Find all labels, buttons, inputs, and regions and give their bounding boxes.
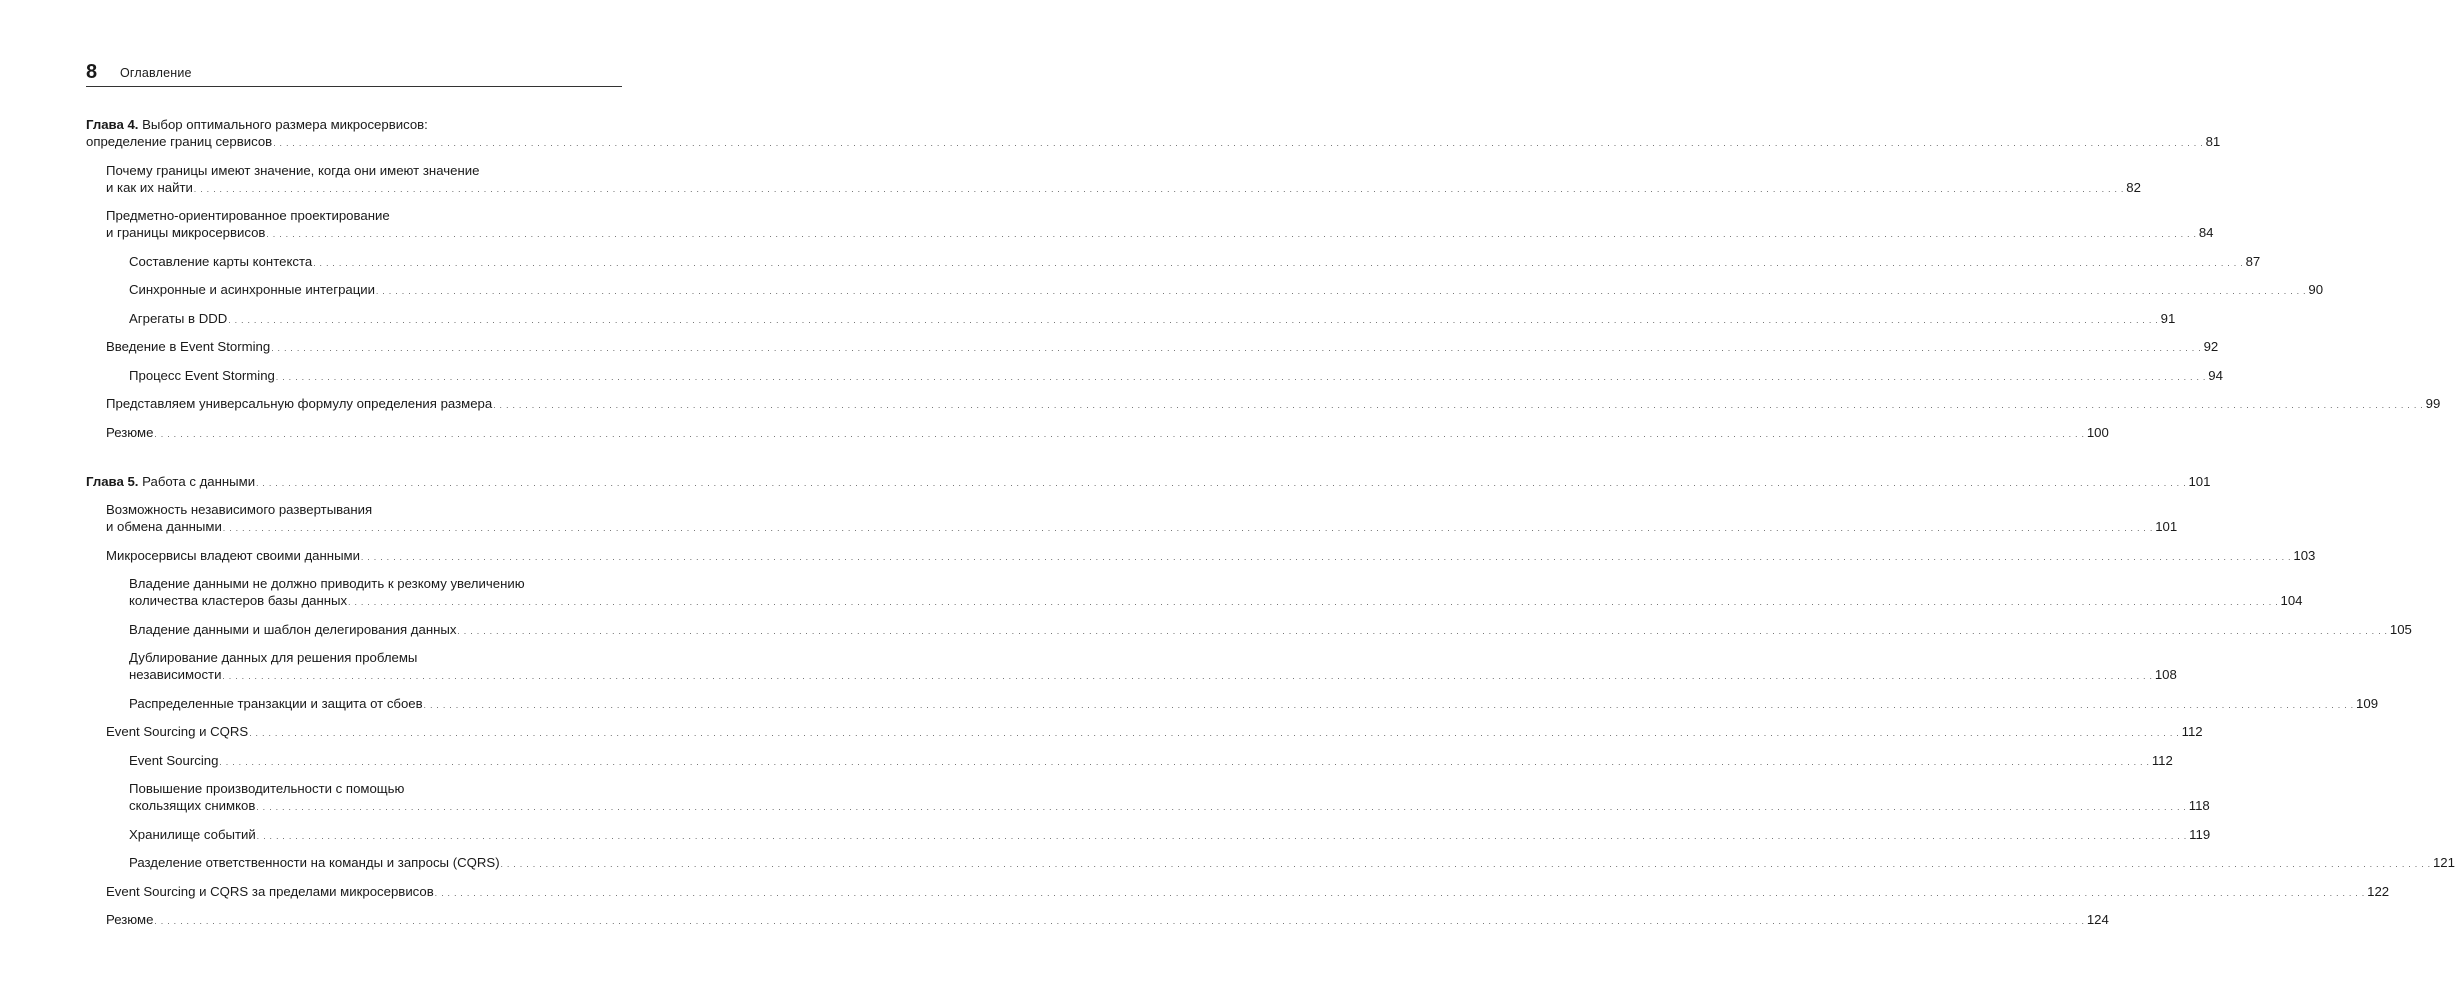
toc-entry[interactable] (129, 621, 2412, 640)
toc-entry-title: Возможность независимого развертывания (106, 502, 373, 517)
toc-entry[interactable] (106, 547, 2316, 566)
toc-entry-title: Дублирование данных для решения проблемы (129, 650, 418, 665)
table-of-contents (86, 116, 2455, 960)
running-title: Оглавление (120, 66, 192, 80)
toc-entry-title: количества кластеров базы данных (129, 593, 348, 608)
toc-entry-line (106, 207, 622, 224)
toc-entry-line (129, 780, 622, 797)
dot-leader: . . . . . . . . . . . . . . . . . . . . . . . . . . . . . . . . . . . . . . . . . . . . . . . . . . . . . . . . . . . . . . . . . . . . . . . . . . . . . . . . . . . . . . . . . . . . . . . . . . . . . . . . . . . . . . . . . . . . . . . . . . . . . . . . . . . . . . . . . . . . . . . . . . . . . . . . . . . . . . . . . . . . . . . . . . . . . . . . . . . . . . . . . . . . . . . . . . . . . . . . . . . . . . . . . . . . . . . . . . . . . . . . . . . . . . . . . . . . . . . . . . . . . . . . . . . . . . . . . . . . . . . . . . . . . . . . . . . . . . . . . . . . . . . . . . . . . . . . . . . . (500, 860, 2431, 869)
toc-page-number: 108 (2154, 667, 2177, 682)
toc-chapter (86, 116, 2441, 443)
toc-entry-title: Работа с данными (142, 473, 256, 489)
toc-page-number: 81 (2205, 134, 2221, 149)
toc-entry[interactable] (106, 207, 2214, 243)
toc-entry[interactable] (129, 367, 2223, 386)
toc-entry[interactable] (129, 752, 2173, 771)
toc-entry-title: и как их найти (106, 179, 193, 195)
dot-leader: . . . . . . . . . . . . . . . . . . . . . . . . . . . . . . . . . . . . . . . . . . . . . . . . . . . . . . . . . . . . . . . . . . . . . . . . . . . . . . . . . . . . . . . . . . . . . . . . . . . . . . . . . . . . . . . . . . . . . . . . . . . . . . . . . . . . . . . . . . . . . . . . . . . . . . . . . . . . . . . . . . . . . . . . . . . . . . . . . . . . . . . . . . . . . . . . . . . . . . . . . . . . . . . . . . . . . . . . . . . . . . . . . . . . . . . . . . . . . . . . . . . . . . . . . . . . . . . . . . . . . . . . . . . . . . . . . . . . . . . . . . . . . . . . . . . . . . . . . . . . (273, 139, 2204, 148)
toc-page-number: 121 (2432, 855, 2455, 870)
toc-page-number: 99 (2425, 396, 2441, 411)
toc-page-number: 94 (2208, 367, 2223, 383)
toc-entry-title: скользящих снимков (129, 798, 256, 813)
toc-page-number: 92 (2203, 339, 2219, 354)
toc-entry[interactable] (129, 649, 2177, 685)
toc-entry-line (86, 116, 622, 133)
dot-leader: . . . . . . . . . . . . . . . . . . . . . . . . . . . . . . . . . . . . . . . . . . . . . . . . . . . . . . . . . . . . . . . . . . . . . . . . . . . . . . . . . . . . . . . . . . . . . . . . . . . . . . . . . . . . . . . . . . . . . . . . . . . . . . . . . . . . . . . . . . . . . . . . . . . . . . . . . . . . . . . . . . . . . . . . . . . . . . . . . . . . . . . . . . . . . . . . . . . . . . . . . . . . . . . . . . . . . . . . . . . . . . . . . . . . . . . . . . . . . . . . . . . . . . . . . . . . . . . . . . . . . . . . . . . . . . . . . . . . . . . . . . . . . . . . . . . . . . . . . . . . (434, 888, 2366, 898)
toc-chapter (86, 473, 2455, 931)
toc-entry[interactable] (129, 253, 2261, 272)
toc-entry-title: Event Sourcing и CQRS за пределами микросервисов (106, 883, 434, 899)
toc-entry[interactable] (86, 116, 2221, 152)
toc-entry-title: Повышение производительности с помощью (129, 781, 405, 796)
toc-page-number: 82 (2126, 179, 2141, 195)
toc-entry-title: определение границ сервисов (86, 134, 273, 149)
toc-entry-title: Выбор оптимального размера микросервисов: (142, 117, 428, 132)
toc-entry[interactable] (106, 911, 2109, 930)
toc-entry-title: Введение в Event Storming (106, 339, 271, 354)
toc-entry[interactable] (106, 723, 2203, 742)
page-header (86, 60, 622, 87)
dot-leader: . . . . . . . . . . . . . . . . . . . . . . . . . . . . . . . . . . . . . . . . . . . . . . . . . . . . . . . . . . . . . . . . . . . . . . . . . . . . . . . . . . . . . . . . . . . . . . . . . . . . . . . . . . . . . . . . . . . . . . . . . . . . . . . . . . . . . . . . . . . . . . . . . . . . . . . . . . . . . . . . . . . . . . . . . . . . . . . . . . . . . . . . . . . . . . . . . . . . . . . . . . . . . . . . . . . . . . . . . . . . . . . . . . . . . . . . . . . . . . . . . . . . . . . . . . . . . . . . . . . . . . . . . . . . . . . . . . . . . . . . . . . . . . . . . . . . . . . . . . . . (266, 230, 2197, 239)
toc-entry-title: Хранилище событий (129, 826, 256, 842)
toc-entry[interactable] (106, 424, 2109, 443)
toc-entry[interactable] (129, 695, 2379, 714)
toc-entry-title: Синхронные и асинхронные интеграции (129, 282, 376, 297)
toc-entry[interactable] (129, 310, 2176, 329)
toc-page-number: 101 (2188, 473, 2211, 489)
dot-leader: . . . . . . . . . . . . . . . . . . . . . . . . . . . . . . . . . . . . . . . . . . . . . . . . . . . . . . . . . . . . . . . . . . . . . . . . . . . . . . . . . . . . . . . . . . . . . . . . . . . . . . . . . . . . . . . . . . . . . . . . . . . . . . . . . . . . . . . . . . . . . . . . . . . . . . . . . . . . . . . . . . . . . . . . . . . . . . . . . . . . . . . . . . . . . . . . . . . . . . . . . . . . . . . . . . . . . . . . . . . . . . . . . . . . . . . . . . . . . . . . . . . . . . . . . . . . . . . . . . . . . . . . . . . . . . . . . . . . . . . . . . . . . . . . . . . . . . . . . . . . (249, 729, 2180, 738)
toc-entry-line (106, 501, 622, 518)
dot-leader: . . . . . . . . . . . . . . . . . . . . . . . . . . . . . . . . . . . . . . . . . . . . . . . . . . . . . . . . . . . . . . . . . . . . . . . . . . . . . . . . . . . . . . . . . . . . . . . . . . . . . . . . . . . . . . . . . . . . . . . . . . . . . . . . . . . . . . . . . . . . . . . . . . . . . . . . . . . . . . . . . . . . . . . . . . . . . . . . . . . . . . . . . . . . . . . . . . . . . . . . . . . . . . . . . . . . . . . . . . . . . . . . . . . . . . . . . . . . . . . . . . . . . . . . . . . . . . . . . . . . . . . . . . . . . . . . . . . . . . . . . . . . . . . . . . . . . . . . . . . . (348, 598, 2279, 607)
toc-page-number: 91 (2160, 310, 2176, 326)
toc-entry-title: Event Sourcing и CQRS (106, 724, 249, 739)
chapter-label: Глава 5. (86, 473, 139, 489)
toc-entry-line (129, 649, 622, 666)
dot-leader: . . . . . . . . . . . . . . . . . . . . . . . . . . . . . . . . . . . . . . . . . . . . . . . . . . . . . . . . . . . . . . . . . . . . . . . . . . . . . . . . . . . . . . . . . . . . . . . . . . . . . . . . . . . . . . . . . . . . . . . . . . . . . . . . . . . . . . . . . . . . . . . . . . . . . . . . . . . . . . . . . . . . . . . . . . . . . . . . . . . . . . . . . . . . . . . . . . . . . . . . . . . . . . . . . . . . . . . . . . . . . . . . . . . . . . . . . . . . . . . . . . . . . . . . . . . . . . . . . . . . . . . . . . . . . . . . . . . . . . . . . . . . . . . . . . . . . . . . . . . . (493, 401, 2424, 410)
toc-page-number: 112 (2151, 752, 2173, 768)
dot-leader: . . . . . . . . . . . . . . . . . . . . . . . . . . . . . . . . . . . . . . . . . . . . . . . . . . . . . . . . . . . . . . . . . . . . . . . . . . . . . . . . . . . . . . . . . . . . . . . . . . . . . . . . . . . . . . . . . . . . . . . . . . . . . . . . . . . . . . . . . . . . . . . . . . . . . . . . . . . . . . . . . . . . . . . . . . . . . . . . . . . . . . . . . . . . . . . . . . . . . . . . . . . . . . . . . . . . . . . . . . . . . . . . . . . . . . . . . . . . . . . . . . . . . . . . . . . . . . . . . . . . . . . . . . . . . . . . . . . . . . . . . . . . . . . . . . . . . . . . . . . . (228, 315, 2159, 325)
toc-entry-title: и обмена данными (106, 519, 222, 534)
toc-page-number: 101 (2155, 519, 2178, 534)
toc-page-number: 90 (2308, 282, 2324, 297)
toc-page-number: 122 (2367, 883, 2390, 899)
toc-page-number: 119 (2189, 826, 2211, 842)
toc-page-number: 100 (2086, 424, 2109, 440)
toc-entry-title: Почему границы имеют значение, когда они имеют значение (106, 162, 480, 178)
toc-entry[interactable] (106, 162, 2141, 198)
toc-entry-title: Предметно-ориентированное проектирование (106, 208, 390, 223)
toc-entry-title: и границы микросервисов (106, 225, 266, 240)
dot-leader: . . . . . . . . . . . . . . . . . . . . . . . . . . . . . . . . . . . . . . . . . . . . . . . . . . . . . . . . . . . . . . . . . . . . . . . . . . . . . . . . . . . . . . . . . . . . . . . . . . . . . . . . . . . . . . . . . . . . . . . . . . . . . . . . . . . . . . . . . . . . . . . . . . . . . . . . . . . . . . . . . . . . . . . . . . . . . . . . . . . . . . . . . . . . . . . . . . . . . . . . . . . . . . . . . . . . . . . . . . . . . . . . . . . . . . . . . . . . . . . . . . . . . . . . . . . . . . . . . . . . . . . . . . . . . . . . . . . . . . . . . . . . . . . . . . . . . . . . . . . . (154, 429, 2085, 439)
dot-leader: . . . . . . . . . . . . . . . . . . . . . . . . . . . . . . . . . . . . . . . . . . . . . . . . . . . . . . . . . . . . . . . . . . . . . . . . . . . . . . . . . . . . . . . . . . . . . . . . . . . . . . . . . . . . . . . . . . . . . . . . . . . . . . . . . . . . . . . . . . . . . . . . . . . . . . . . . . . . . . . . . . . . . . . . . . . . . . . . . . . . . . . . . . . . . . . . . . . . . . . . . . . . . . . . . . . . . . . . . . . . . . . . . . . . . . . . . . . . . . . . . . . . . . . . . . . . . . . . . . . . . . . . . . . . . . . . . . . . . . . . . . . . . . . . . . . . . . . . . . . . (376, 287, 2307, 296)
dot-leader: . . . . . . . . . . . . . . . . . . . . . . . . . . . . . . . . . . . . . . . . . . . . . . . . . . . . . . . . . . . . . . . . . . . . . . . . . . . . . . . . . . . . . . . . . . . . . . . . . . . . . . . . . . . . . . . . . . . . . . . . . . . . . . . . . . . . . . . . . . . . . . . . . . . . . . . . . . . . . . . . . . . . . . . . . . . . . . . . . . . . . . . . . . . . . . . . . . . . . . . . . . . . . . . . . . . . . . . . . . . . . . . . . . . . . . . . . . . . . . . . . . . . . . . . . . . . . . . . . . . . . . . . . . . . . . . . . . . . . . . . . . . . . . . . . . . . . . . . . . . . (256, 831, 2188, 841)
dot-leader: . . . . . . . . . . . . . . . . . . . . . . . . . . . . . . . . . . . . . . . . . . . . . . . . . . . . . . . . . . . . . . . . . . . . . . . . . . . . . . . . . . . . . . . . . . . . . . . . . . . . . . . . . . . . . . . . . . . . . . . . . . . . . . . . . . . . . . . . . . . . . . . . . . . . . . . . . . . . . . . . . . . . . . . . . . . . . . . . . . . . . . . . . . . . . . . . . . . . . . . . . . . . . . . . . . . . . . . . . . . . . . . . . . . . . . . . . . . . . . . . . . . . . . . . . . . . . . . . . . . . . . . . . . . . . . . . . . . . . . . . . . . . . . . . . . . . . . . . . . . . (271, 344, 2202, 353)
dot-leader: . . . . . . . . . . . . . . . . . . . . . . . . . . . . . . . . . . . . . . . . . . . . . . . . . . . . . . . . . . . . . . . . . . . . . . . . . . . . . . . . . . . . . . . . . . . . . . . . . . . . . . . . . . . . . . . . . . . . . . . . . . . . . . . . . . . . . . . . . . . . . . . . . . . . . . . . . . . . . . . . . . . . . . . . . . . . . . . . . . . . . . . . . . . . . . . . . . . . . . . . . . . . . . . . . . . . . . . . . . . . . . . . . . . . . . . . . . . . . . . . . . . . . . . . . . . . . . . . . . . . . . . . . . . . . . . . . . . . . . . . . . . . . . . . . . . . . . . . . . . . (256, 803, 2187, 812)
dot-leader: . . . . . . . . . . . . . . . . . . . . . . . . . . . . . . . . . . . . . . . . . . . . . . . . . . . . . . . . . . . . . . . . . . . . . . . . . . . . . . . . . . . . . . . . . . . . . . . . . . . . . . . . . . . . . . . . . . . . . . . . . . . . . . . . . . . . . . . . . . . . . . . . . . . . . . . . . . . . . . . . . . . . . . . . . . . . . . . . . . . . . . . . . . . . . . . . . . . . . . . . . . . . . . . . . . . . . . . . . . . . . . . . . . . . . . . . . . . . . . . . . . . . . . . . . . . . . . . . . . . . . . . . . . . . . . . . . . . . . . . . . . . . . . . . . . . . . . . . . . . . (222, 672, 2153, 681)
dot-leader: . . . . . . . . . . . . . . . . . . . . . . . . . . . . . . . . . . . . . . . . . . . . . . . . . . . . . . . . . . . . . . . . . . . . . . . . . . . . . . . . . . . . . . . . . . . . . . . . . . . . . . . . . . . . . . . . . . . . . . . . . . . . . . . . . . . . . . . . . . . . . . . . . . . . . . . . . . . . . . . . . . . . . . . . . . . . . . . . . . . . . . . . . . . . . . . . . . . . . . . . . . . . . . . . . . . . . . . . . . . . . . . . . . . . . . . . . . . . . . . . . . . . . . . . . . . . . . . . . . . . . . . . . . . . . . . . . . . . . . . . . . . . . . . . . . . . . . . . . . . . (193, 184, 2125, 194)
toc-page-number: 87 (2245, 253, 2261, 269)
chapter-label: Глава 4. (86, 117, 139, 132)
dot-leader: . . . . . . . . . . . . . . . . . . . . . . . . . . . . . . . . . . . . . . . . . . . . . . . . . . . . . . . . . . . . . . . . . . . . . . . . . . . . . . . . . . . . . . . . . . . . . . . . . . . . . . . . . . . . . . . . . . . . . . . . . . . . . . . . . . . . . . . . . . . . . . . . . . . . . . . . . . . . . . . . . . . . . . . . . . . . . . . . . . . . . . . . . . . . . . . . . . . . . . . . . . . . . . . . . . . . . . . . . . . . . . . . . . . . . . . . . . . . . . . . . . . . . . . . . . . . . . . . . . . . . . . . . . . . . . . . . . . . . . . . . . . . . . . . . . . . . . . . . . . . (219, 757, 2150, 767)
toc-entry[interactable] (86, 473, 2211, 492)
toc-entry-title: Процесс Event Storming (129, 367, 275, 383)
dot-leader: . . . . . . . . . . . . . . . . . . . . . . . . . . . . . . . . . . . . . . . . . . . . . . . . . . . . . . . . . . . . . . . . . . . . . . . . . . . . . . . . . . . . . . . . . . . . . . . . . . . . . . . . . . . . . . . . . . . . . . . . . . . . . . . . . . . . . . . . . . . . . . . . . . . . . . . . . . . . . . . . . . . . . . . . . . . . . . . . . . . . . . . . . . . . . . . . . . . . . . . . . . . . . . . . . . . . . . . . . . . . . . . . . . . . . . . . . . . . . . . . . . . . . . . . . . . . . . . . . . . . . . . . . . . . . . . . . . . . . . . . . . . . . . . . . . . . . . . . . . . . (154, 917, 2085, 926)
toc-page-number: 112 (2181, 724, 2203, 739)
dot-leader: . . . . . . . . . . . . . . . . . . . . . . . . . . . . . . . . . . . . . . . . . . . . . . . . . . . . . . . . . . . . . . . . . . . . . . . . . . . . . . . . . . . . . . . . . . . . . . . . . . . . . . . . . . . . . . . . . . . . . . . . . . . . . . . . . . . . . . . . . . . . . . . . . . . . . . . . . . . . . . . . . . . . . . . . . . . . . . . . . . . . . . . . . . . . . . . . . . . . . . . . . . . . . . . . . . . . . . . . . . . . . . . . . . . . . . . . . . . . . . . . . . . . . . . . . . . . . . . . . . . . . . . . . . . . . . . . . . . . . . . . . . . . . . . . . . . . . . . . . . . . (275, 372, 2207, 382)
dot-leader: . . . . . . . . . . . . . . . . . . . . . . . . . . . . . . . . . . . . . . . . . . . . . . . . . . . . . . . . . . . . . . . . . . . . . . . . . . . . . . . . . . . . . . . . . . . . . . . . . . . . . . . . . . . . . . . . . . . . . . . . . . . . . . . . . . . . . . . . . . . . . . . . . . . . . . . . . . . . . . . . . . . . . . . . . . . . . . . . . . . . . . . . . . . . . . . . . . . . . . . . . . . . . . . . . . . . . . . . . . . . . . . . . . . . . . . . . . . . . . . . . . . . . . . . . . . . . . . . . . . . . . . . . . . . . . . . . . . . . . . . . . . . . . . . . . . . . . . . . . . . (360, 552, 2292, 562)
toc-page-number: 118 (2188, 798, 2210, 813)
toc-entry-title: Распределенные транзакции и защита от сбоев (129, 695, 423, 711)
toc-page-number: 124 (2086, 912, 2109, 927)
toc-page-number: 105 (2389, 621, 2412, 637)
toc-entry-title: Владение данными и шаблон делегирования данных (129, 621, 457, 637)
toc-entry-title: Микросервисы владеют своими данными (106, 547, 360, 563)
toc-entry[interactable] (129, 854, 2455, 873)
toc-page-number: 84 (2198, 225, 2214, 240)
toc-entry[interactable] (129, 575, 2303, 611)
toc-page-number: 109 (2356, 695, 2379, 711)
toc-entry-title: Резюме (106, 424, 154, 440)
dot-leader: . . . . . . . . . . . . . . . . . . . . . . . . . . . . . . . . . . . . . . . . . . . . . . . . . . . . . . . . . . . . . . . . . . . . . . . . . . . . . . . . . . . . . . . . . . . . . . . . . . . . . . . . . . . . . . . . . . . . . . . . . . . . . . . . . . . . . . . . . . . . . . . . . . . . . . . . . . . . . . . . . . . . . . . . . . . . . . . . . . . . . . . . . . . . . . . . . . . . . . . . . . . . . . . . . . . . . . . . . . . . . . . . . . . . . . . . . . . . . . . . . . . . . . . . . . . . . . . . . . . . . . . . . . . . . . . . . . . . . . . . . . . . . . . . . . . . . . . . . . . . (313, 258, 2244, 268)
toc-entry-title: Владение данными не должно приводить к резкому увеличению (129, 576, 525, 591)
dot-leader: . . . . . . . . . . . . . . . . . . . . . . . . . . . . . . . . . . . . . . . . . . . . . . . . . . . . . . . . . . . . . . . . . . . . . . . . . . . . . . . . . . . . . . . . . . . . . . . . . . . . . . . . . . . . . . . . . . . . . . . . . . . . . . . . . . . . . . . . . . . . . . . . . . . . . . . . . . . . . . . . . . . . . . . . . . . . . . . . . . . . . . . . . . . . . . . . . . . . . . . . . . . . . . . . . . . . . . . . . . . . . . . . . . . . . . . . . . . . . . . . . . . . . . . . . . . . . . . . . . . . . . . . . . . . . . . . . . . . . . . . . . . . . . . . . . . . . . . . . . . . (423, 700, 2355, 710)
toc-entry-title: Представляем универсальную формулу определения размера (106, 396, 493, 411)
toc-entry-title: Резюме (106, 912, 154, 927)
toc-entry[interactable] (106, 501, 2178, 537)
toc-entry-title: Агрегаты в DDD (129, 310, 228, 326)
toc-entry-line (106, 162, 622, 179)
toc-page-number: 104 (2280, 593, 2303, 608)
toc-entry-title: Составление карты контекста (129, 253, 313, 269)
toc-entry-title: Разделение ответственности на команды и запросы (CQRS) (129, 855, 500, 870)
toc-entry-line (129, 575, 622, 592)
toc-entry[interactable] (129, 780, 2210, 816)
toc-page-number: 103 (2293, 547, 2316, 563)
dot-leader: . . . . . . . . . . . . . . . . . . . . . . . . . . . . . . . . . . . . . . . . . . . . . . . . . . . . . . . . . . . . . . . . . . . . . . . . . . . . . . . . . . . . . . . . . . . . . . . . . . . . . . . . . . . . . . . . . . . . . . . . . . . . . . . . . . . . . . . . . . . . . . . . . . . . . . . . . . . . . . . . . . . . . . . . . . . . . . . . . . . . . . . . . . . . . . . . . . . . . . . . . . . . . . . . . . . . . . . . . . . . . . . . . . . . . . . . . . . . . . . . . . . . . . . . . . . . . . . . . . . . . . . . . . . . . . . . . . . . . . . . . . . . . . . . . . . . . . . . . . . . (222, 524, 2154, 533)
page-number: 8 (86, 61, 98, 83)
toc-entry[interactable] (106, 883, 2390, 902)
toc-entry[interactable] (106, 338, 2219, 357)
toc-entry-title: Event Sourcing (129, 752, 219, 768)
toc-entry[interactable] (129, 281, 2324, 300)
dot-leader: . . . . . . . . . . . . . . . . . . . . . . . . . . . . . . . . . . . . . . . . . . . . . . . . . . . . . . . . . . . . . . . . . . . . . . . . . . . . . . . . . . . . . . . . . . . . . . . . . . . . . . . . . . . . . . . . . . . . . . . . . . . . . . . . . . . . . . . . . . . . . . . . . . . . . . . . . . . . . . . . . . . . . . . . . . . . . . . . . . . . . . . . . . . . . . . . . . . . . . . . . . . . . . . . . . . . . . . . . . . . . . . . . . . . . . . . . . . . . . . . . . . . . . . . . . . . . . . . . . . . . . . . . . . . . . . . . . . . . . . . . . . . . . . . . . . . . . . . . . . . (457, 626, 2388, 636)
toc-entry[interactable] (106, 395, 2441, 414)
toc-entry[interactable] (129, 826, 2211, 845)
dot-leader: . . . . . . . . . . . . . . . . . . . . . . . . . . . . . . . . . . . . . . . . . . . . . . . . . . . . . . . . . . . . . . . . . . . . . . . . . . . . . . . . . . . . . . . . . . . . . . . . . . . . . . . . . . . . . . . . . . . . . . . . . . . . . . . . . . . . . . . . . . . . . . . . . . . . . . . . . . . . . . . . . . . . . . . . . . . . . . . . . . . . . . . . . . . . . . . . . . . . . . . . . . . . . . . . . . . . . . . . . . . . . . . . . . . . . . . . . . . . . . . . . . . . . . . . . . . . . . . . . . . . . . . . . . . . . . . . . . . . . . . . . . . . . . . . . . . . . . . . . . . . (256, 478, 2187, 488)
toc-entry-title: независимости (129, 667, 222, 682)
